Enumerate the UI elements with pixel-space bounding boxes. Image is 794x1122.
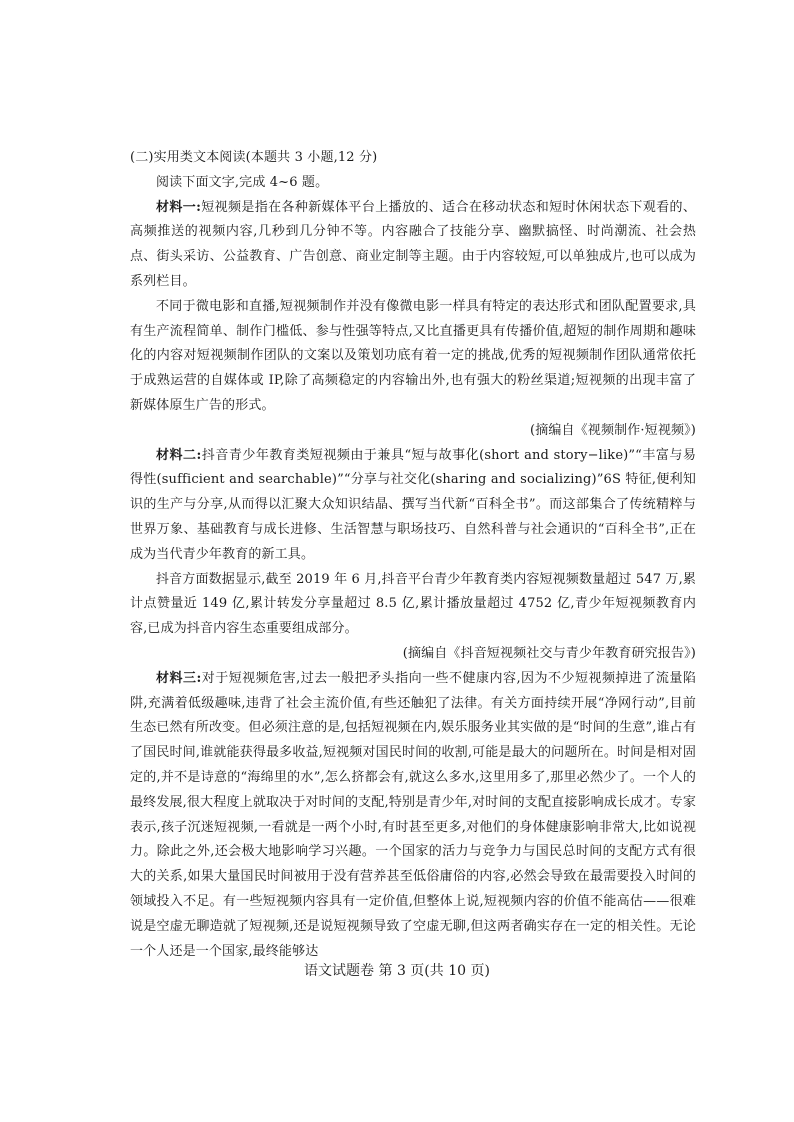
material3-text-1: 对于短视频危害,过去一般把矛头指向一些不健康内容,因为不少短视频掉进了流量陷阱,充满着低级趣味,违背了社会主流价值,有些还触犯了法律。有关方面持续开展“净网行动”,目前生态已然有所改变。但必须注意的是,包括短视频在内,娱乐服务业其实做的是“时间的生意”,谁占有了国民时间,谁就能获得最多收益,短视频对国民时间的收割,可能是最大的问题所在。时间是相对固定的,并不是诗意的“海绵里的水”,怎么挤都会有,就这么多水,这里用多了,那里必然少了。一个人的最终发展,很大程度上就取决于对时间的支配,特别是青少年,对时间的支配直接影响成长成才。专家表示,孩子沉迷短视频,一看就是一两个小时,有时甚至更多,对他们的身体健康影响非常大,比如说视力。除此之外,还会极大地影响学习兴趣。一个国家的活力与竞争力与国民总时间的支配方式有很大的关系,如果大量国民时间被用于没有营养甚至低俗庸俗的内容,必然会导致在最需要投入时间的领域投入不足。有一些短视频内容具有一定价值,但整体上说,短视频内容的价值不能高估——很难说是空虚无聊造就了短视频,还是说短视频导致了空虚无聊,但这两者确实存在一定的相关性。无论一个人还是一个国家,最终能够达 [130,670,696,959]
material1-source: (摘编自《视频制作·短视频》) [529,422,696,438]
material1-label: 材料一: [156,199,202,215]
material3-paragraph-1 [130,667,696,965]
material1-paragraph-1 [130,196,696,295]
instruction-text: 阅读下面文字,完成 4~6 题。 [156,174,329,190]
section-heading: (二)实用类文本阅读(本题共 3 小题,12 分) [130,150,378,165]
exam-page-body [130,146,696,964]
page-footer: 语文试题卷 第 3 页(共 10 页) [304,963,490,979]
material2-paragraph-1 [130,444,696,568]
material1-text-1: 短视频是指在各种新媒体平台上播放的、适合在移动状态和短时休闲状态下观看的、高频推送的视频内容,几秒到几分钟不等。内容融合了技能分享、幽默搞怪、时尚潮流、社会热点、街头采访、公益教育、广告创意、商业定制等主题。由于内容较短,可以单独成片,也可以成为系列栏目。 [130,199,696,289]
material2-source: (摘编自《抖音短视频社交与青少年教育研究报告》) [402,645,696,661]
material2-paragraph-2: 抖音方面数据显示,截至 2019 年 6 月,抖音平台青少年教育类内容短视频数量超过 547 万,累计点赞量近 149 亿,累计转发分享量超过 8.5 亿,累计播放量超过 4752 亿,青少年短视频教育内容,已成为抖音内容生态重要组成部分。 [130,571,696,637]
material1-paragraph-2: 不同于微电影和直播,短视频制作并没有像微电影一样具有特定的表达形式和团队配置要求,具有生产流程简单、制作门槛低、参与性强等特点,又比直播更具有传播价值,超短的制作周期和趣味化的内容对短视频制作团队的文案以及策划功底有着一定的挑战,优秀的短视频制作团队通常依托于成熟运营的自媒体或 IP,除了高频稳定的内容输出外,也有强大的粉丝渠道;短视频的出现丰富了新媒体原生广告的形式。 [130,298,696,413]
material2-label: 材料二: [156,447,202,463]
material2-text-1: 抖音青少年教育类短视频由于兼具“短与故事化(short and story−like)”“丰富与易得性(sufficient and searchable)”“分享与社交化(sharing and socializing)”6S 特征,便利知识的生产与分享,从而得以汇聚大众知识结晶、撰写当代新“百科全书”。而这部集合了传统精粹与世界万象、基础教育与成长进修、生活智慧与职场技巧、自然科普与社会通识的“百科全书”,正在成为当代青少年教育的新工具。 [130,447,697,562]
material3-label: 材料三: [156,670,202,686]
